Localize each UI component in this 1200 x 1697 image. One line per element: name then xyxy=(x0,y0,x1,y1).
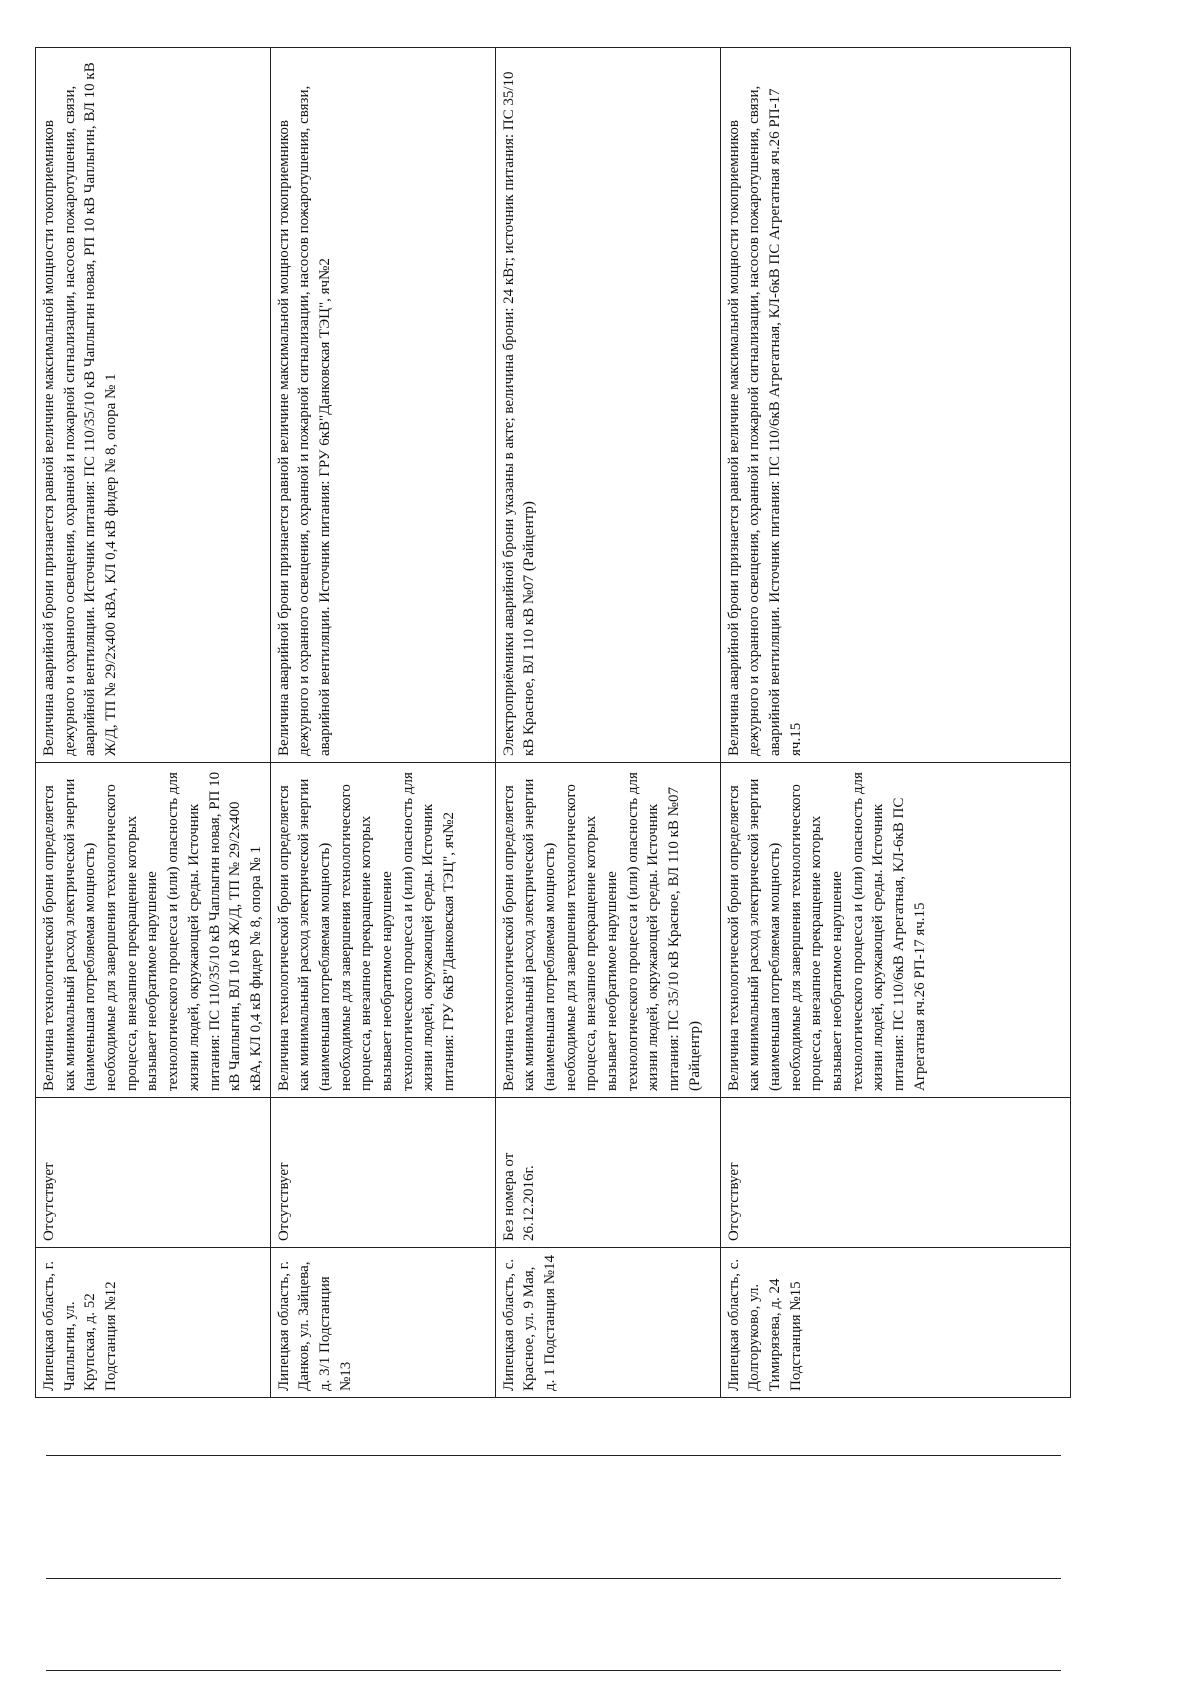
cell-emergency-reserve: Электроприёмники аварийной брони указаны в акте; величина брони: 24 кВт; источник питания: ПС 35/10 кВ Красное, ВЛ 110 кВ №07 (Райцентр) xyxy=(495,48,720,763)
blank-line-3 xyxy=(46,1670,1061,1671)
table-row xyxy=(270,48,495,1398)
cell-act: Отсутствует xyxy=(36,1098,271,1248)
table-row xyxy=(495,48,720,1398)
blank-line-1 xyxy=(46,1455,1061,1456)
cell-tech-reserve: Величина технологической брони определяется как минимальный расход электрической энергии (наименьшая потребляемая мощность) необходимые для завершения технологического процесса, внезапное прекращение которых вызывает необратимое нарушение технологического процесса и (или) опасность для жизни людей, окружающей среды. Источник питания: ПС 110/35/10 кВ Чаплыгин новая, РП 10 кВ Чаплыгин, ВЛ 10 кВ Ж/Д, ТП № 29/2х400 кВА, КЛ 0,4 кВ фидер № 8, опора № 1 xyxy=(36,763,271,1098)
document-table-container xyxy=(35,48,1065,1398)
cell-address: Липецкая область, г. Данков, ул. Зайцева, д. 3/1 Подстанция №13 xyxy=(270,1248,495,1398)
cell-tech-reserve: Величина технологической брони определяется как минимальный расход электрической энергии (наименьшая потребляемая мощность) необходимые для завершения технологического процесса, внезапное прекращение которых вызывает необратимое нарушение технологического процесса и (или) опасность для жизни людей, окружающей среды. Источник питания: ГРУ 6кВ"Данковская ТЭЦ", яч№2 xyxy=(270,763,495,1098)
table-row xyxy=(36,48,271,1398)
cell-address: Липецкая область, с. Долгоруково, ул. Тимирязева, д. 24 Подстанция №15 xyxy=(720,1248,1070,1398)
cell-address: Липецкая область, с. Красное, ул. 9 Мая, д. 1 Подстанция №14 xyxy=(495,1248,720,1398)
cell-emergency-reserve: Величина аварийной брони признается равной величине максимальной мощности токоприемников дежурного и охранного освещения, охранной и пожарной сигнализации, насосов пожаротушения, связи, аварийной вентиляции. Источник питания: ПС 110/35/10 кВ Чаплыгин новая, РП 10 кВ Чаплыгин, ВЛ 10 кВ Ж/Д, ТП № 29/2х400 кВА, КЛ 0,4 кВ фидер № 8, опора № 1 xyxy=(36,48,271,763)
cell-act: Отсутствует xyxy=(270,1098,495,1248)
cell-emergency-reserve: Величина аварийной брони признается равной величине максимальной мощности токоприемников дежурного и охранного освещения, охранной и пожарной сигнализации, насосов пожаротушения, связи, аварийной вентиляции. Источник питания: ПС 110/6кВ Агрегатная, КЛ-6кВ ПС Агрегатная яч.26 РП-17 яч.15 xyxy=(720,48,1070,763)
cell-address: Липецкая область, г. Чаплыгин, ул. Крупская, д. 52 Подстанция №12 xyxy=(36,1248,271,1398)
cell-emergency-reserve: Величина аварийной брони признается равной величине максимальной мощности токоприемников дежурного и охранного освещения, охранной и пожарной сигнализации, насосов пожаротушения, связи, аварийной вентиляции. Источник питания: ГРУ 6кВ"Данковская ТЭЦ", яч№2 xyxy=(270,48,495,763)
cell-tech-reserve: Величина технологической брони определяется как минимальный расход электрической энергии (наименьшая потребляемая мощность) необходимые для завершения технологического процесса, внезапное прекращение которых вызывает необратимое нарушение технологического процесса и (или) опасность для жизни людей, окружающей среды. Источник питания: ПС 35/10 кВ Красное, ВЛ 110 кВ №07 (Райцентр) xyxy=(495,763,720,1098)
cell-act: Без номера от 26.12.2016г. xyxy=(495,1098,720,1248)
table-row xyxy=(720,48,1070,1398)
blank-line-2 xyxy=(46,1578,1061,1579)
cell-tech-reserve: Величина технологической брони определяется как минимальный расход электрической энергии (наименьшая потребляемая мощность) необходимые для завершения технологического процесса, внезапное прекращение которых вызывает необратимое нарушение технологического процесса и (или) опасность для жизни людей, окружающей среды. Источник питания: ПС 110/6кВ Агрегатная, КЛ-6кВ ПС Агрегатная яч.26 РП-17 яч.15 xyxy=(720,763,1070,1098)
cell-act: Отсутствует xyxy=(720,1098,1070,1248)
reserve-table xyxy=(35,47,1071,1398)
